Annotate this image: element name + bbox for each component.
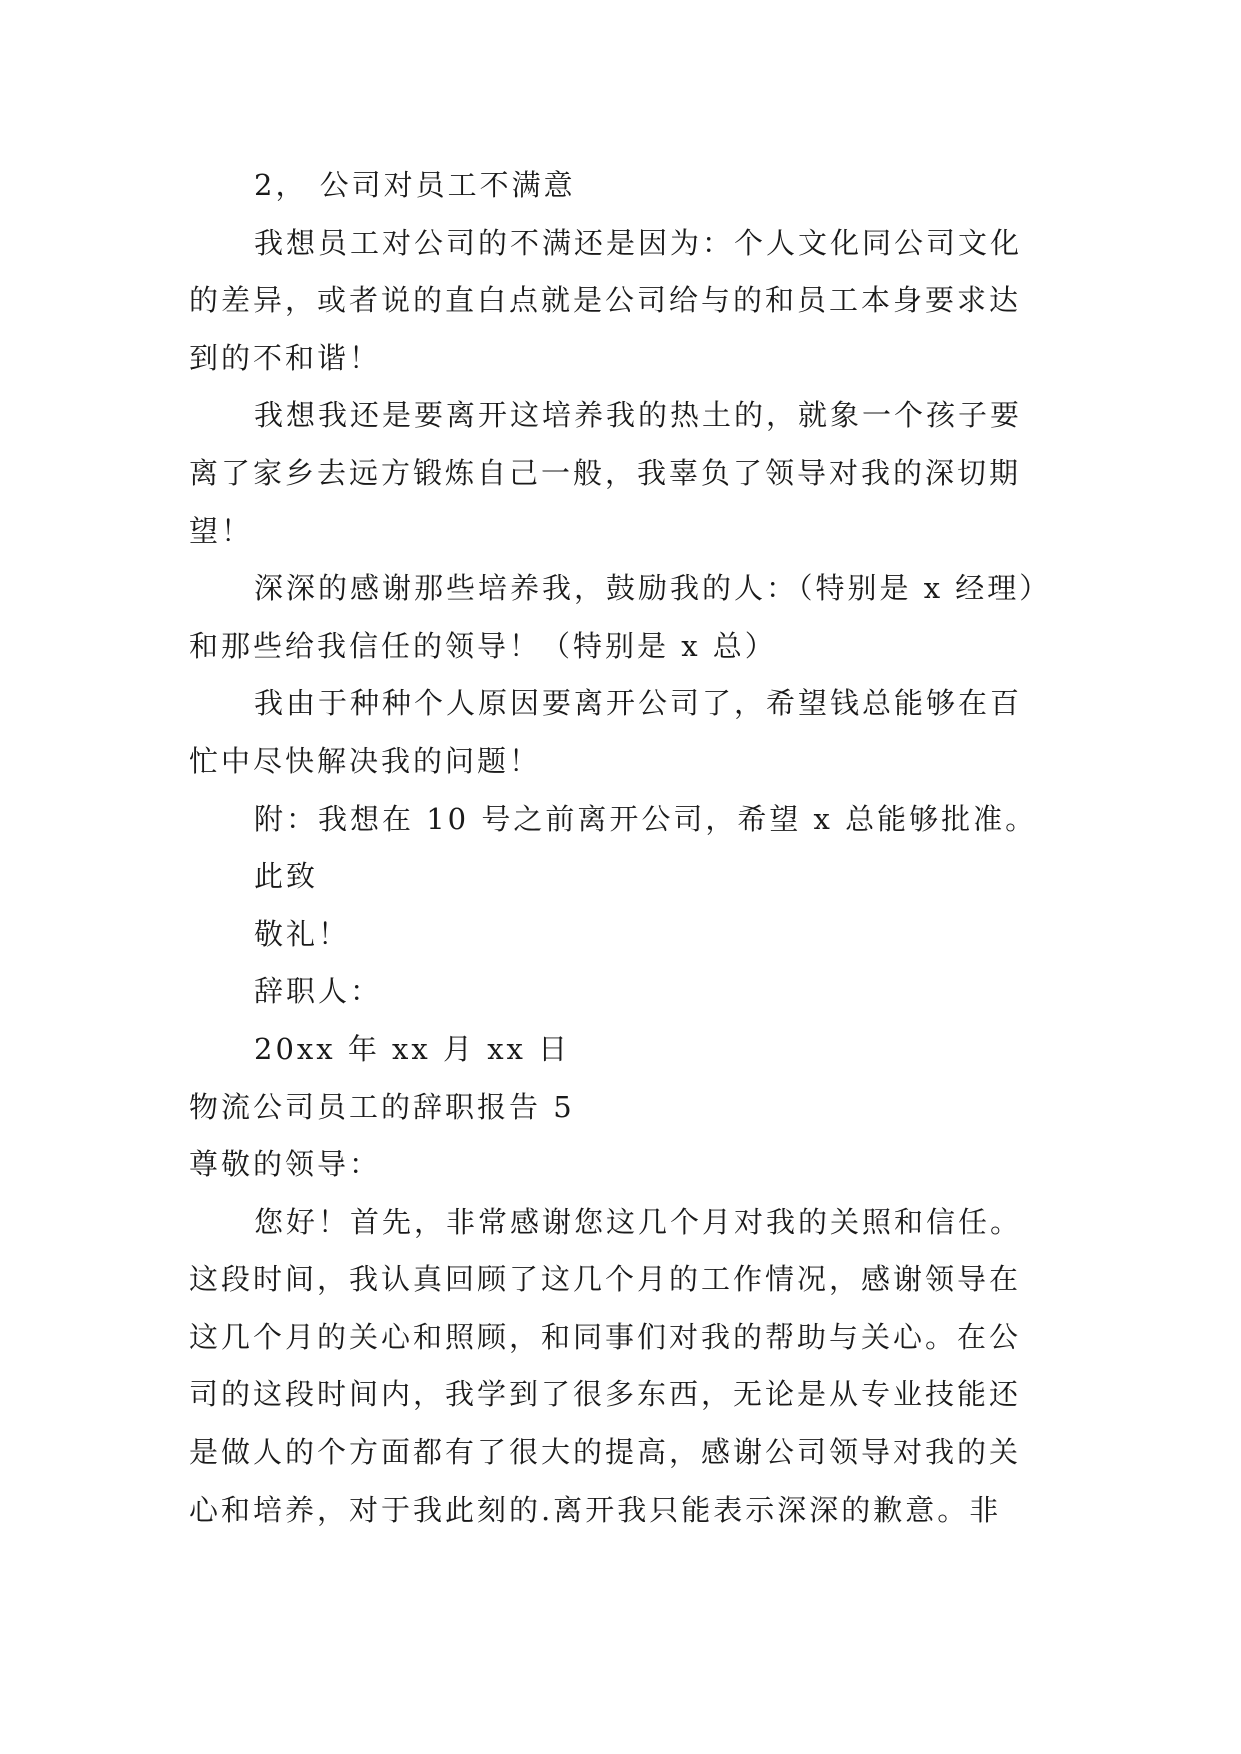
section-heading: 2， 公司对员工不满意: [254, 168, 576, 202]
document-body: [189, 157, 1051, 1539]
signature-label: 辞职人：: [254, 974, 383, 1009]
paragraph-line: 离了家乡去远方锻炼自己一般，我辜负了领导对我的深切期: [189, 455, 1022, 490]
paragraph-line: 我想我还是要离开这培养我的热土的，就象一个孩子要: [254, 398, 1023, 433]
postscript-line: 附：我想在 10 号之前离开公司，希望 x 总能够批准。: [254, 801, 1038, 836]
closing-line: 此致: [254, 859, 319, 894]
salutation: 尊敬的领导：: [189, 1147, 382, 1182]
paragraph-line: 忙中尽快解决我的问题！: [189, 743, 542, 778]
paragraph-line: 心和培养，对于我此刻的.离开我只能表示深深的歉意。非: [189, 1492, 1002, 1527]
paragraph-line: 是做人的个方面都有了很大的提高，感谢公司领导对我的关: [189, 1435, 1022, 1470]
paragraph-line: 深深的感谢那些培养我，鼓励我的人：（特别是 x 经理）: [254, 571, 1051, 606]
paragraph-line: 和那些给我信任的领导！（特别是 x 总）: [189, 628, 777, 663]
paragraph-line: 我由于种种个人原因要离开公司了，希望钱总能够在百: [254, 686, 1023, 721]
paragraph-line: 司的这段时间内，我学到了很多东西，无论是从专业技能还: [189, 1377, 1022, 1412]
paragraph-line: 到的不和谐！: [189, 340, 382, 375]
paragraph-line: 的差异，或者说的直白点就是公司给与的和员工本身要求达: [189, 283, 1022, 318]
paragraph-line: 您好！首先，非常感谢您这几个月对我的关照和信任。: [254, 1204, 1023, 1239]
paragraph-line: 望！: [189, 513, 254, 548]
closing-salute: 敬礼！: [254, 916, 351, 951]
paragraph-line: 我想员工对公司的不满还是因为：个人文化同公司文化: [254, 225, 1023, 260]
paragraph-line: 这几个月的关心和照顾，和同事们对我的帮助与关心。在公: [189, 1319, 1022, 1354]
report-title: 物流公司员工的辞职报告 5: [189, 1089, 575, 1124]
paragraph-line: 这段时间，我认真回顾了这几个月的工作情况，感谢领导在: [189, 1262, 1022, 1297]
date-line: 20xx 年 xx 月 xx 日: [254, 1031, 571, 1066]
